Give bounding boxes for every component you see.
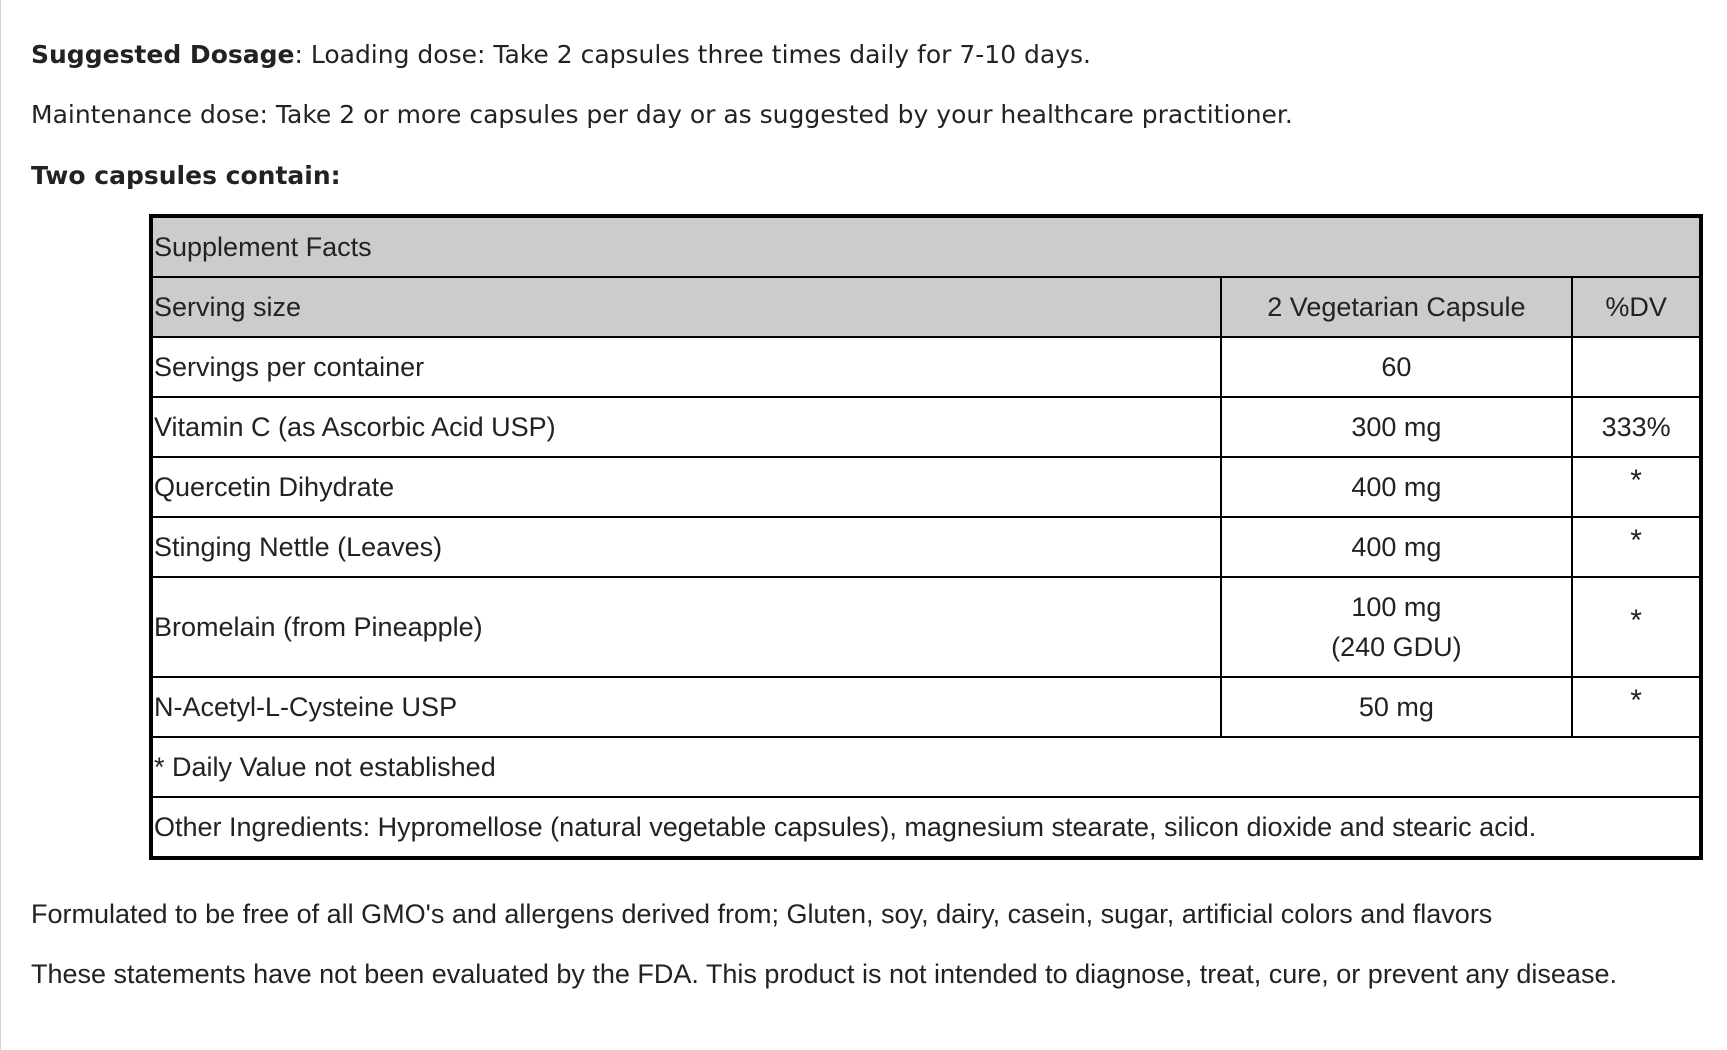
ingredient-row (151, 677, 1701, 737)
serving-size-amount: 2 Vegetarian Capsule (1221, 277, 1573, 337)
dv-column-header: %DV (1572, 277, 1701, 337)
ingredient-dv: * (1630, 464, 1642, 497)
loading-dose-text: : Loading dose: Take 2 capsules three times daily for 7-10 days. (294, 40, 1092, 69)
allergen-statement: Formulated to be free of all GMO's and allergens derived from; Gluten, soy, dairy, casein, sugar, artificial colors and flavors (31, 899, 1493, 929)
servings-per-container-dv (1572, 337, 1701, 397)
serving-size-label: Serving size (151, 277, 1221, 337)
servings-per-container-label: Servings per container (151, 337, 1221, 397)
ingredient-name: N-Acetyl-L-Cysteine USP (151, 677, 1221, 737)
ingredient-dv: 333% (1572, 397, 1701, 457)
serving-size-row (151, 277, 1701, 337)
ingredient-dv: * (1630, 524, 1642, 557)
ingredient-row (151, 517, 1701, 577)
ingredient-amount: 50 mg (1221, 677, 1573, 737)
ingredient-name: Quercetin Dihydrate (151, 457, 1221, 517)
ingredient-row (151, 577, 1701, 677)
other-ingredients-row (151, 797, 1701, 858)
supplement-facts-table (149, 214, 1703, 860)
supplement-facts-title: Supplement Facts (151, 216, 1701, 277)
ingredient-name: Bromelain (from Pineapple) (151, 577, 1221, 677)
ingredient-row (151, 457, 1701, 517)
footnote-row (151, 737, 1701, 797)
ingredient-amount: 100 mg (1351, 592, 1442, 622)
ingredient-dv: * (1630, 684, 1642, 717)
fda-disclaimer: These statements have not been evaluated by the FDA. This product is not intended to diagnose, treat, cure, or prevent any disease. (31, 959, 1617, 989)
ingredient-name: Vitamin C (as Ascorbic Acid USP) (151, 397, 1221, 457)
ingredient-name: Stinging Nettle (Leaves) (151, 517, 1221, 577)
ingredient-dv: * (1630, 604, 1642, 637)
maintenance-dose-text: Maintenance dose: Take 2 or more capsules per day or as suggested by your healthcare practitioner. (31, 100, 1293, 129)
suggested-dosage-label: Suggested Dosage (31, 40, 295, 69)
two-capsules-heading: Two capsules contain: (31, 161, 341, 190)
daily-value-footnote: * Daily Value not established (151, 737, 1701, 797)
servings-per-container-amount: 60 (1221, 337, 1573, 397)
ingredient-activity: (240 GDU) (1331, 632, 1462, 662)
ingredient-amount: 400 mg (1221, 517, 1573, 577)
ingredient-amount: 400 mg (1221, 457, 1573, 517)
other-ingredients: Other Ingredients: Hypromellose (natural vegetable capsules), magnesium stearate, silicon dioxide and stearic acid. (151, 797, 1701, 858)
servings-per-container-row (151, 337, 1701, 397)
supplement-facts-title-row (151, 216, 1701, 277)
ingredient-amount: 300 mg (1221, 397, 1573, 457)
suggested-dosage-line (31, 39, 1091, 71)
page-left-border (0, 0, 1, 1050)
ingredient-row (151, 397, 1701, 457)
